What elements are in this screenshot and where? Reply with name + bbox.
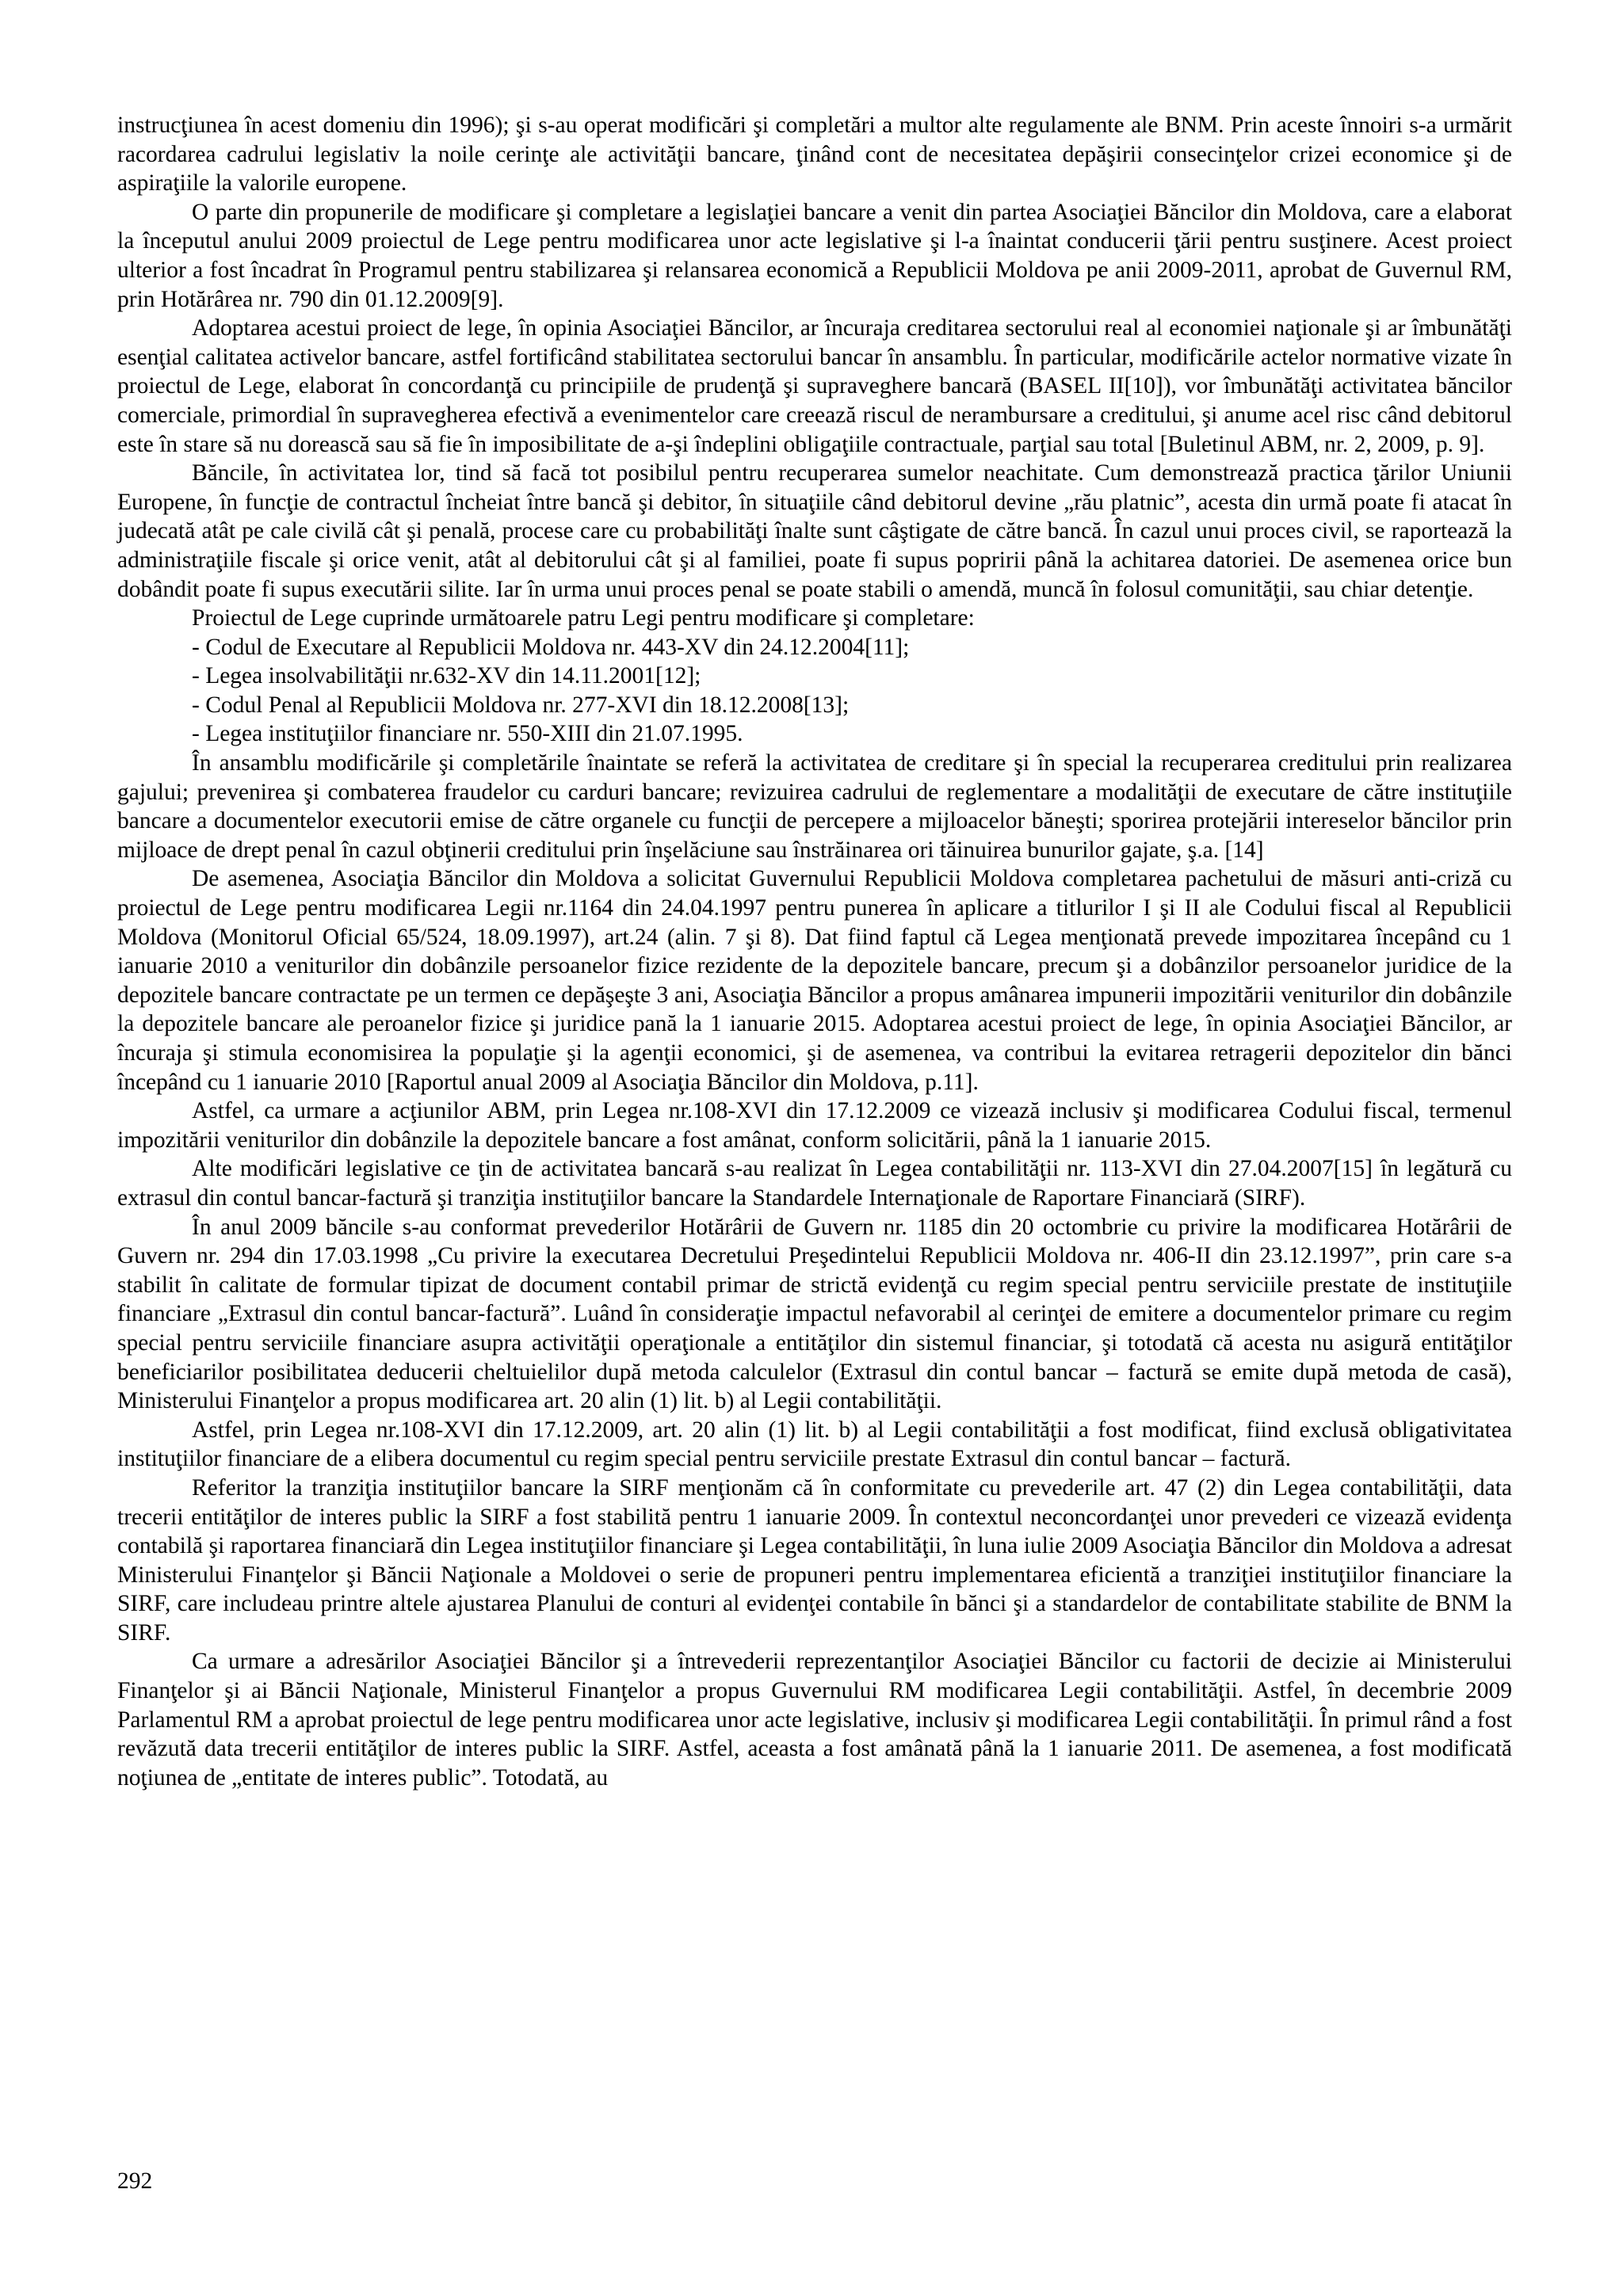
paragraph-2: O parte din propunerile de modificare şi completare a legislaţiei bancare a venit din partea Asociaţiei Băncilor din Moldova, care a elaborat la începutul anului 2009 proiectul de Lege pentru modificarea unor acte legislative şi l-a înaintat conducerii ţării pentru susţinere. Acest proiect ulterior a fost încadrat în Programul pentru stabilizarea şi relansarea economică a Republicii Moldova pe anii 2009-2011, aprobat de Guvernul RM, prin Hotărârea nr. 790 din 01.12.2009[9]. (117, 199, 1512, 312)
paragraph-13: Ca urmare a adresărilor Asociaţiei Băncilor şi a întrevederii reprezentanţilor Asociaţiei Băncilor cu factorii de decizie ai Ministerului Finanţelor şi ai Băncii Naţionale, Ministerul Finanţelor a propus Guvernului RM modificarea Legii contabilităţii. Astfel, în decembrie 2009 Parlamentul RM a aprobat proiectul de lege pentru modificarea unor acte legislative, inclusiv şi modificarea Legii contabilităţii. În primul rând a fost revăzută data trecerii entităţilor de interes public la SIRF. Astfel, aceasta a fost amânată până la 1 ianuarie 2011. De asemenea, a fost modificată noţiunea de „entitate de interes public”. Totodată, au (117, 1649, 1512, 1791)
page-number: 292 (117, 2168, 153, 2194)
paragraph-8: Astfel, ca urmare a acţiunilor ABM, prin Legea nr.108-XVI din 17.12.2009 ce vizează inclusiv şi modificarea Codului fiscal, termenul impozitării veniturilor din dobânzile la depozitele bancare a fost amânat, conform solicitării, până la 1 ianuarie 2015. (117, 1098, 1512, 1153)
law-list (117, 633, 1512, 749)
paragraph-11: Astfel, prin Legea nr.108-XVI din 17.12.2009, art. 20 alin (1) lit. b) al Legii contabilităţii a fost modificat, fiind exclusă obligativitatea instituţiilor financiare de a elibera documentul cu regim special pentru serviciile prestate Extrasul din contul bancar – factură. (117, 1417, 1512, 1472)
paragraph-6: În ansamblu modificările şi completările înaintate se referă la activitatea de creditare şi în special la recuperarea creditului prin realizarea gajului; prevenirea şi combaterea fraudelor cu carduri bancare; revizuirea cadrului de reglementare a modalităţii de executare de către instituţiile bancare a documentelor executorii emise de către organele cu funcţii de percepere a mijloacelor băneşti; sporirea protejării intereselor băncilor prin mijloace de drept penal în cazul obţinerii creditului prin înşelăciune sau înstrăinarea ori tăinuirea bunurilor gajate, ş.a. [14] (117, 750, 1512, 863)
paragraph-10: În anul 2009 băncile s-au conformat prevederilor Hotărârii de Guvern nr. 1185 din 20 octombrie cu privire la modificarea Hotărârii de Guvern nr. 294 din 17.03.1998 „Cu privire la executarea Decretului Preşedintelui Republicii Moldova nr. 406-II din 23.12.1997”, prin care s-a stabilit în calitate de formular tipizat de document contabil primar de strictă evidenţă cu regim special pentru serviciile prestate de instituţiile financiare „Extrasul din contul bancar-factură”. Luând în consideraţie impactul nefavorabil al cerinţei de emitere a documentelor primare cu regim special pentru serviciile financiare asupra activităţii operaţionale a entităţilor din sistemul financiar, şi totodată că acesta nu asigură entităţilor beneficiarilor posibilitatea deducerii cheltuielilor după metoda calculelor (Extrasul din contul bancar – factură se emite după metoda de casă), Ministerului Finanţelor a propus modificarea art. 20 alin (1) lit. b) al Legii contabilităţii. (117, 1214, 1512, 1414)
paragraph-9: Alte modificări legislative ce ţin de activitatea bancară s-au realizat în Legea contabilităţii nr. 113-XVI din 27.04.2007[15] în legătură cu extrasul din contul bancar-factură şi tranziţia instituţiilor bancare la Standardele Internaţionale de Raportare Financiară (SIRF). (117, 1156, 1512, 1211)
paragraph-1: instrucţiunea în acest domeniu din 1996); şi s-au operat modificări şi completări a multor alte regulamente ale BNM. Prin aceste înnoiri s-a urmărit racordarea cadrului legislativ la noile cerinţe ale activităţii bancare, ţinând cont de necesitatea depăşirii consecinţelor crizei economice şi de aspiraţiile la valorile europene. (117, 113, 1512, 196)
list-item: - Legea insolvabilităţii nr.632-XV din 14.11.2001[12]; (192, 663, 701, 689)
document-body (117, 111, 1512, 1792)
paragraph-3: Adoptarea acestui proiect de lege, în opinia Asociaţiei Băncilor, ar încuraja creditarea sectorului real al economiei naţionale şi ar îmbunătăţi esenţial calitatea activelor bancare, astfel fortificând stabilitatea sectorului bancar în ansamblu. În particular, modificările actelor normative vizate în proiectul de Lege, elaborat în concordanţă cu principiile de prudenţă şi supraveghere bancară (BASEL II[10]), vor îmbunătăţi activitatea băncilor comerciale, primordial în supravegherea efectivă a evenimentelor care creează riscul de nerambursare a creditului, şi anume acel risc când debitorul este în stare să nu dorească sau să fie în imposibilitate de a-şi îndeplini obligaţiile contractuale, parţial sau total [Buletinul ABM, nr. 2, 2009, p. 9]. (117, 315, 1512, 457)
list-item: - Legea instituţiilor financiare nr. 550-XIII din 21.07.1995. (192, 721, 743, 747)
list-item: - Codul Penal al Republicii Moldova nr. 277-XVI din 18.12.2008[13]; (192, 692, 850, 718)
paragraph-4: Băncile, în activitatea lor, tind să facă tot posibilul pentru recuperarea sumelor neachitate. Cum demonstrează practica ţărilor Uniunii Europene, în funcţie de contractul încheiat între bancă şi debitor, în situaţiile când debitorul devine „rău platnic”, acesta din urmă poate fi atacat în judecată atât pe cale civilă cât şi penală, procese care cu probabilităţi înalte sunt câştigate de către bancă. În cazul unui proces civil, se raportează la administraţiile fiscale şi orice venit, atât al debitorului cât şi al familiei, poate fi supus popririi până la achitarea datoriei. De asemenea orice bun dobândit poate fi supus executării silite. Iar în urma unui proces penal se poate stabili o amendă, muncă în folosul comunităţii, sau chiar detenţie. (117, 460, 1512, 602)
list-item: - Codul de Executare al Republicii Moldova nr. 443-XV din 24.12.2004[11]; (192, 634, 910, 660)
paragraph-12: Referitor la tranziţia instituţiilor bancare la SIRF menţionăm că în conformitate cu prevederile art. 47 (2) din Legea contabilităţii, data trecerii entităţilor de interes public la SIRF a fost stabilită pentru 1 ianuarie 2009. În contextul neconcordanţei unor prevederi ce vizează evidenţa contabilă şi raportarea financiară din Legea instituţiilor financiare şi Legea contabilităţii, în luna iulie 2009 Asociaţia Băncilor din Moldova a adresat Ministerului Finanţelor şi Băncii Naţionale a Moldovei o serie de propuneri pentru implementarea eficientă a tranziţiei instituţiilor financiare la SIRF, care includeau printre altele ajustarea Planului de conturi al evidenţei contabile în bănci şi a standardelor de contabilitate stabilite de BNM la SIRF. (117, 1474, 1512, 1646)
paragraph-5: Proiectul de Lege cuprinde următoarele patru Legi pentru modificare şi completare: (192, 605, 975, 631)
paragraph-7: De asemenea, Asociaţia Băncilor din Moldova a solicitat Guvernului Republicii Moldova completarea pachetului de măsuri anti-criză cu proiectul de Lege pentru modificarea Legii nr.1164 din 24.04.1997 pentru punerea în aplicare a titlurilor I şi II ale Codului fiscal al Republicii Moldova (Monitorul Oficial 65/524, 18.09.1997), art.24 (alin. 7 şi 8). Dat fiind faptul că Legea menţionată prevede impozitarea începând cu 1 ianuarie 2010 a veniturilor din dobânzile persoanelor fizice rezidente de la depozitele bancare, precum şi a dobânzilor persoanelor juridice de la depozitele bancare contractate pe un termen ce depăşeşte 3 ani, Asociaţia Băncilor a propus amânarea impunerii impozitării veniturilor din dobânzile la depozitele bancare ale peroanelor fizice şi juridice pană la 1 ianuarie 2015. Adoptarea acestui proiect de lege, în opinia Asociaţiei Băncilor, ar încuraja şi stimula economisirea la populaţie şi la agenţii economici, şi de asemenea, va contribui la evitarea retragerii depozitelor din bănci începând cu 1 ianuarie 2010 [Raportul anual 2009 al Asociaţia Băncilor din Moldova, p.11]. (117, 866, 1512, 1095)
